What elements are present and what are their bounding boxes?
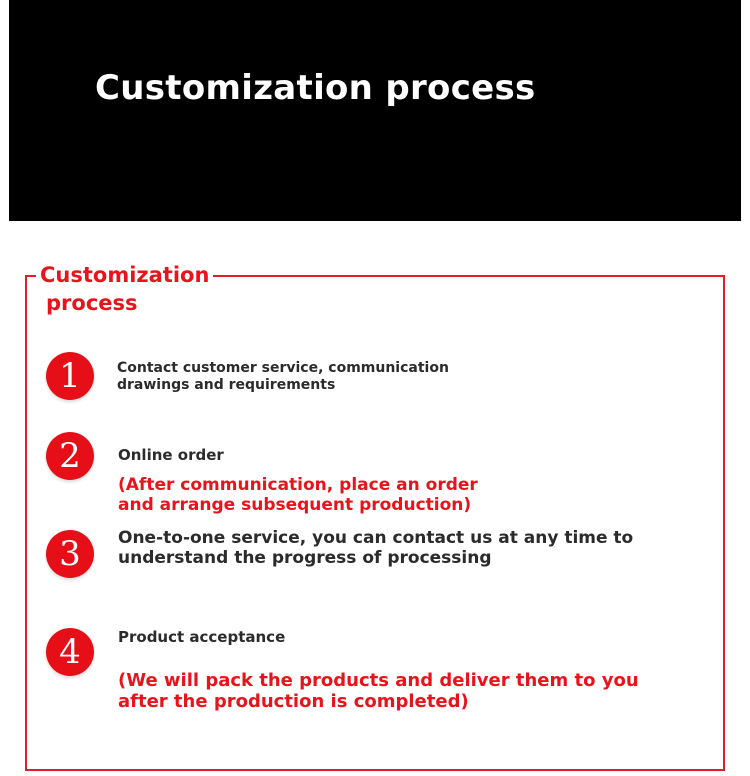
hero-banner (9, 0, 741, 221)
section-title-line2: process (46, 291, 138, 315)
step-2-note-line2: and arrange subsequent production) (118, 495, 472, 515)
hero-title: Customization process (95, 68, 536, 108)
step-2-note (118, 475, 478, 515)
step-4-note-line2: after the production is completed) (118, 691, 469, 712)
step-1-line1: Contact customer service, communication (117, 360, 449, 376)
step-4-note-line1: (We will pack the products and deliver them to you (118, 670, 639, 691)
step-3-text (118, 528, 633, 568)
section-title (36, 261, 213, 317)
step-3-number-badge: 3 (46, 530, 94, 578)
step-1-line2: drawings and requirements (117, 377, 336, 393)
step-3-line2: understand the progress of processing (118, 548, 492, 568)
step-2-note-line1: (After communication, place an order (118, 475, 478, 495)
step-4-title: Product acceptance (118, 628, 286, 646)
step-4-note (118, 670, 639, 712)
section-title-line1: Customization (40, 263, 210, 287)
step-2-number-badge: 2 (46, 432, 94, 480)
step-1-text (117, 360, 449, 394)
step-2-title: Online order (118, 446, 224, 464)
step-1-number-badge: 1 (46, 352, 94, 400)
step-3-line1: One-to-one service, you can contact us at any time to (118, 528, 634, 548)
step-4-number-badge: 4 (46, 628, 94, 676)
